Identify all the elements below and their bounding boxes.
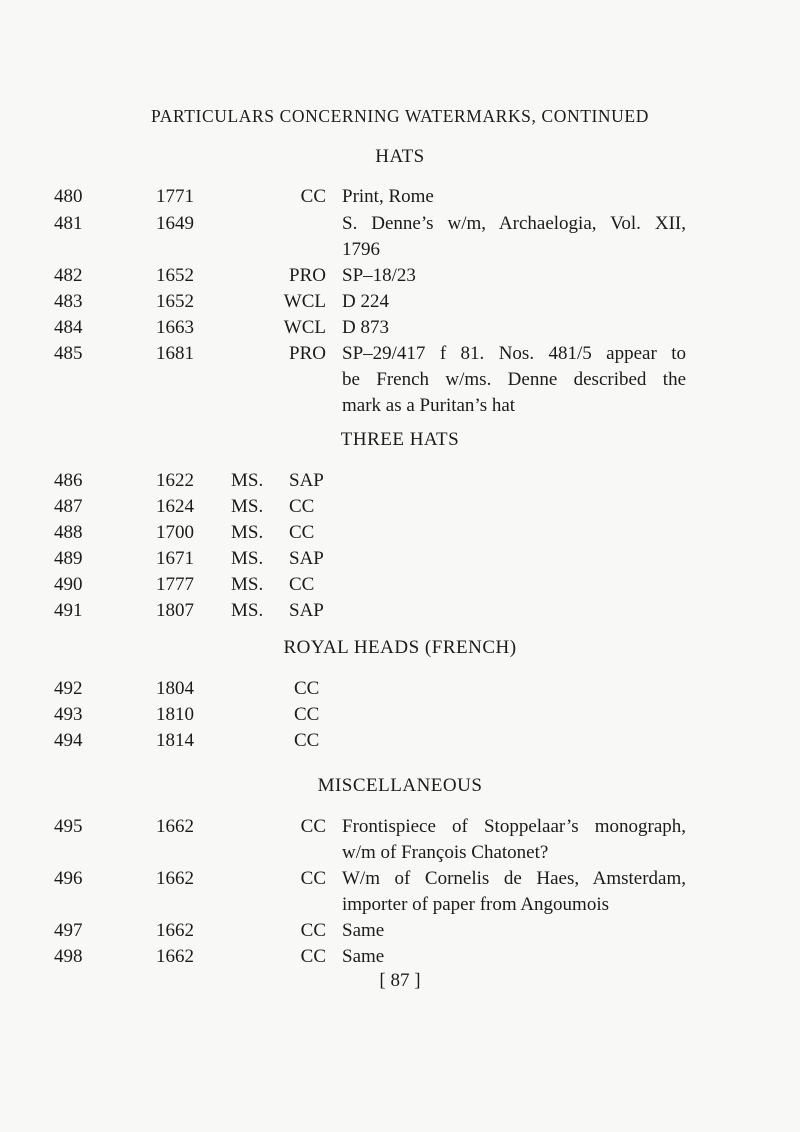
entry-number: 482 [54,265,83,286]
entry-source: CC [300,946,326,967]
entry-description [342,263,686,289]
entry-year: 1814 [156,730,194,751]
entry-year: 1662 [156,868,194,889]
description-line: D 873 [342,317,389,338]
entry-number: 492 [54,678,83,699]
ms-label: MS. [231,522,264,543]
entry-source: PRO [289,265,326,286]
description-line: D 224 [342,291,389,312]
section-title-miscellaneous: MISCELLANEOUS [317,775,483,796]
entry-number: 487 [54,496,83,517]
entry-number: 491 [54,600,83,621]
entry-description [342,211,686,263]
entry-number: 497 [54,920,83,941]
entry-source: CC [300,816,326,837]
entry-source: SAP [289,548,324,569]
entry-source: CC [300,868,326,889]
entry-number: 481 [54,213,83,234]
entry-year: 1681 [156,343,194,364]
entry-description [342,341,686,419]
entry-source: CC [289,574,315,595]
entry-source: CC [300,186,326,207]
description-line: Frontispiece of Stoppelaar’s monograph, [342,816,686,837]
entry-number: 498 [54,946,83,967]
entry-description [342,184,686,210]
entry-number: 480 [54,186,83,207]
entry-number: 486 [54,470,83,491]
description-line: S. Denne’s w/m, Archaelogia, Vol. XII, [342,213,686,234]
entry-description [342,866,686,918]
entry-description [342,918,686,944]
entry-year: 1649 [156,213,194,234]
description-line: be French w/ms. Denne described the [342,369,686,390]
entry-source: CC [294,678,320,699]
entry-description [342,289,686,315]
ms-label: MS. [231,600,264,621]
entry-number: 493 [54,704,83,725]
description-line: SP–29/417 f 81. Nos. 481/5 appear to [342,343,686,364]
section-title-royal-heads: ROYAL HEADS (FRENCH) [283,637,517,658]
running-head: PARTICULARS CONCERNING WATERMARKS, CONTINUED [151,106,649,126]
entry-year: 1624 [156,496,194,517]
entry-number: 496 [54,868,83,889]
ms-label: MS. [231,548,264,569]
description-line: 1796 [342,239,380,260]
description-line: Same [342,946,385,967]
description-line: SP–18/23 [342,265,416,286]
entry-year: 1671 [156,548,194,569]
entry-year: 1652 [156,265,194,286]
ms-label: MS. [231,574,264,595]
entry-year: 1771 [156,186,194,207]
description-line: Print, Rome [342,186,434,207]
entry-year: 1652 [156,291,194,312]
entry-year: 1662 [156,816,194,837]
section-title-hats: HATS [375,146,425,167]
entry-description [342,315,686,341]
description-line: Same [342,920,385,941]
description-line: importer of paper from Angoumois [342,894,610,915]
description-line: mark as a Puritan’s hat [342,395,516,416]
entry-number: 490 [54,574,83,595]
entry-number: 488 [54,522,83,543]
entry-number: 483 [54,291,83,312]
entry-source: CC [294,704,320,725]
entry-description [342,944,686,970]
entry-year: 1663 [156,317,194,338]
entry-number: 484 [54,317,83,338]
entry-source: SAP [289,600,324,621]
entry-source: CC [289,522,315,543]
description-line: w/m of François Chatonet? [342,842,549,863]
entry-description [342,814,686,866]
entry-source: SAP [289,470,324,491]
entry-source: PRO [289,343,326,364]
entry-year: 1810 [156,704,194,725]
entry-year: 1807 [156,600,194,621]
entry-year: 1700 [156,522,194,543]
entry-source: CC [294,730,320,751]
ms-label: MS. [231,496,264,517]
entry-number: 494 [54,730,83,751]
entry-source: CC [300,920,326,941]
page-folio: [ 87 ] [379,970,421,991]
entry-year: 1662 [156,920,194,941]
entry-year: 1777 [156,574,194,595]
ms-label: MS. [231,470,264,491]
description-line: W/m of Cornelis de Haes, Amsterdam, [342,868,686,889]
entry-source: WCL [283,291,326,312]
entry-year: 1662 [156,946,194,967]
entry-number: 489 [54,548,83,569]
entry-source: CC [289,496,315,517]
entry-year: 1804 [156,678,194,699]
section-title-three-hats: THREE HATS [340,429,460,450]
entry-number: 495 [54,816,83,837]
entry-year: 1622 [156,470,194,491]
entry-source: WCL [283,317,326,338]
entry-number: 485 [54,343,83,364]
